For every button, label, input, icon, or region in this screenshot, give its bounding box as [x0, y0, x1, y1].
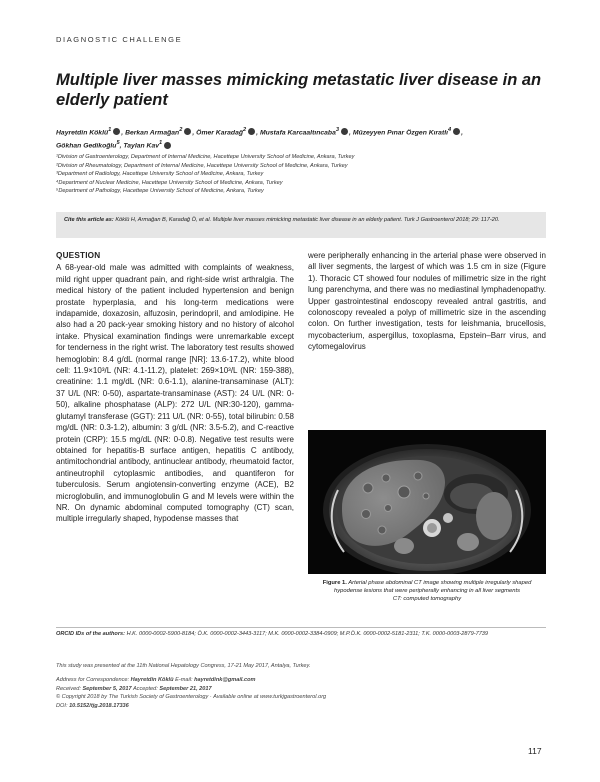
author-affiliation-mark: 2	[243, 127, 247, 133]
author-affiliation-mark: 5	[116, 140, 120, 147]
doi-link[interactable]: 10.5152/tjg.2018.17336	[69, 702, 129, 709]
email-label: E-mail:	[175, 677, 193, 683]
citation-label: Cite this article as:	[64, 217, 114, 223]
figure-caption	[308, 579, 546, 603]
author: Müzeyyen Pınar Özgen Kıratlı	[352, 129, 448, 137]
affiliation-list	[56, 153, 556, 196]
page-number: 117	[528, 746, 542, 756]
author: Hayretdin Köklü	[56, 129, 109, 137]
orcid-icon[interactable]	[164, 142, 171, 149]
correspondence-label: Address for Correspondence:	[56, 677, 130, 683]
section-tag: DIAGNOSTIC CHALLENGE	[56, 35, 183, 44]
received-date: September 5, 2017	[82, 685, 132, 692]
affiliation: ³Department of Radiology, Hacettepe University School of Medicine, Ankara, Turkey	[56, 171, 264, 178]
author: Taylan Kav	[123, 142, 160, 150]
doi-label: DOI:	[56, 702, 68, 709]
correspondence-name: Hayretdin Köklü	[130, 677, 174, 683]
figure-caption-text: Arterial phase abdominal CT image showing multiple irregularly shaped hypodense lesions that were peripherally enhancing in all liver segments	[334, 580, 532, 594]
citation-box	[56, 212, 546, 238]
citation-text: Köklü H, Armağan B, Karadağ Ö, et al. Multiple liver masses mimicking metastatic liver disease in an elderly patient. Turk J Gastroenterol 2018; 29: 117-20.	[115, 217, 500, 223]
figure-label: Figure 1.	[322, 580, 347, 586]
author: Berkan Armağan	[125, 129, 180, 137]
article-title: Multiple liver masses mimicking metastatic liver disease in an elderly patient	[56, 71, 542, 109]
orcid-icon[interactable]	[248, 128, 255, 135]
orcid-ids: H.K. 0000-0002-5900-8184; Ö.K. 0000-0002-3443-3117; M.K. 0000-0002-3384-0909; M.P.Ö.K. 0000-0002-5181-2311; T.K. 0000-0003-2879-7739	[126, 631, 489, 637]
body-column-left	[56, 250, 294, 525]
author-affiliation-mark: 2	[179, 127, 183, 133]
author: Mustafa Karcaaltıncaba	[259, 129, 336, 137]
ct-scan-illustration	[308, 430, 546, 574]
affiliation: ⁵Department of Pathology, Hacettepe University School of Medicine, Ankara, Turkey	[56, 188, 264, 195]
accepted-label: Accepted:	[132, 685, 158, 692]
orcid-footnote	[56, 630, 546, 639]
author-affiliation-mark: 1	[159, 140, 163, 147]
section-heading-question: QUESTION	[56, 251, 101, 260]
footer-divider	[56, 627, 546, 628]
copyright-line: © Copyright 2018 by The Turkish Society of Gastroenterology · Available online at www.turkjgastroenterol.org	[56, 694, 327, 700]
ct-scan-image	[308, 430, 546, 574]
author-affiliation-mark: 4	[448, 127, 452, 133]
figure-abbreviation: CT: computed tomography	[392, 596, 462, 602]
received-label: Received:	[56, 685, 81, 692]
author-list: Hayretdin Köklü$^1$ , Berkan Armağan$^2$ , Ömer Karadağ$^2$ , Mustafa Karcaaltıncaba$^3$ , Müzeyyen Pınar Özgen Kıratlı$^4$ , Gökhan Gedikoğlu$^5$, Taylan Kav$^1$	[56, 127, 464, 150]
dates-line	[56, 685, 546, 694]
body-paragraph: were peripherally enhancing in the arterial phase were observed in all liver segments, the largest of which was 1.5 cm in size (Figure 1). Thoracic CT showed four nodules of millimetric size in the right lung parenchyma, and there was no mediastinal lymphadenopathy. Upper gastrointestinal endoscopy revealed antral gastritis, and colonoscopy revealed a polyp of millimetric size in the ascending colon. On further investigation, tests for leishmania, brucellosis, mycobacterium, aspergillus, toxoplasma, Epstein–Barr virus, and cytomegalovirus	[308, 251, 546, 352]
accepted-date: September 21, 2017	[159, 685, 212, 692]
orcid-icon[interactable]	[113, 128, 120, 135]
correspondence-line	[56, 676, 546, 685]
author-affiliation-mark: 1	[108, 127, 112, 133]
orcid-icon[interactable]	[341, 128, 348, 135]
doi-line	[56, 702, 546, 711]
author-affiliation-mark: 3	[335, 127, 340, 133]
orcid-label: ORCID IDs of the authors:	[56, 631, 125, 637]
affiliation: ¹Division of Gastroenterology, Department of Internal Medicine, Hacettepe University School of Medicine, Ankara, Turkey	[56, 154, 355, 160]
author: Ömer Karadağ	[196, 129, 243, 137]
orcid-icon[interactable]	[453, 128, 460, 135]
presentation-note: This study was presented at the 11th National Hepatology Congress, 17-21 May 2017, Antalya, Turkey.	[56, 663, 311, 669]
affiliation: ²Division of Rheumatology, Department of Internal Medicine, Hacettepe University School of Medicine, Ankara, Turkey	[56, 162, 348, 169]
affiliation: ⁴Department of Nuclear Medicine, Hacettepe University School of Medicine, Ankara, Turkey	[56, 179, 283, 186]
author: Gökhan Gedikoğlu	[56, 142, 117, 150]
orcid-icon[interactable]	[184, 128, 191, 135]
body-paragraph: A 68-year-old male was admitted with complaints of weakness, mild right upper quadrant pain, and right-side wrist arthralgia. The medical history of the patient included hypertension and benign prostate hyperplasia, and his long-term medications were indapamide, doxazosin, alfuzosin, perindopril, and amlodipine. He also had a 20 pack-year smoking history and no history of alcohol intake. Physical examination findings were unremarkable except for tenderness in the right wrist. The laboratory test results showed hemoglobin: 8.4 g/dL (normal range [NR]: 13.6-17.2), white blood cell: 11.9×10³/L (NR: 4.1-11.2), platelet: 269×10³/L (NR: 159-388), creatinine: 1.1 mg/dL (NR: 0.6-1.1), alanine-transaminase (ALT): 37 U/L (NR: 0-50), aspartate-transaminase (AST): 24 U/L (NR: 0-50), alkaline phosphatase (ALP): 272 U/L (NR:30-120), gamma-glutamyl transferase (GGT): 211 U/L (NR: 0-55), total bilirubin: 0.58 mg/dL (NR: 0.3-1.2), albumin: 3 g/dL (NR: 3.5-5.2), and C-reactive protein (CRP): 15.5 mg/dL (NR: 0-0.8). Negative test results were obtained for hepatitis-B surface antigen, hepatitis C antibody, antimitochondrial antibody, antinuclear antibody, rheumatoid factor, antineutrophil cytoplasmic antibodies, and quantiferon for tuberculosis. Serum angiotensin-converting enzyme (ACE), B2 microglobulin, and immunoglobulin G and M levels were within the NR. On dynamic abdominal computed tomography (CT) scan, multiple irregularly shaped, hypodense masses that	[56, 263, 294, 524]
email-link[interactable]: hayretdink@gmail.com	[194, 677, 256, 683]
body-column-right	[308, 250, 546, 353]
article-metadata	[56, 676, 546, 710]
